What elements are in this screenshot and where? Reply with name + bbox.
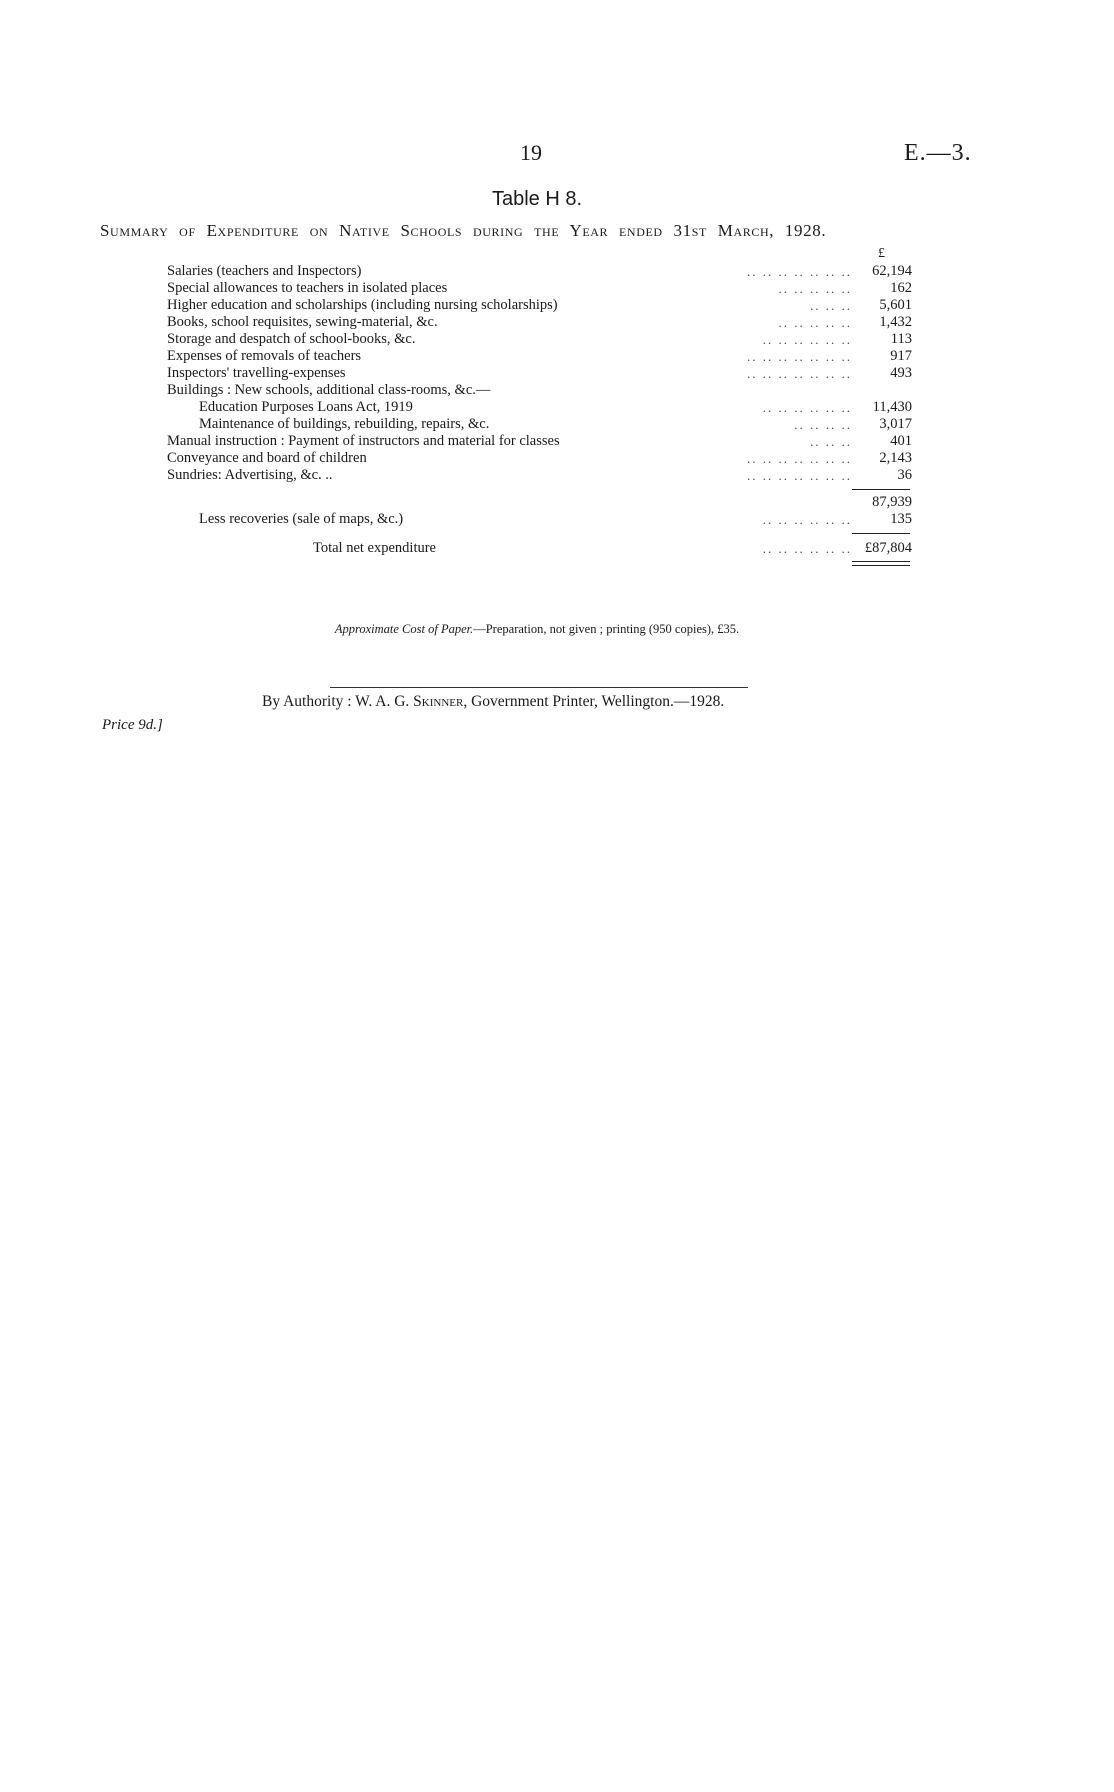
table-row: [167, 365, 912, 382]
price: Price 9d.]: [102, 717, 163, 733]
leader-dots: .. .. .. .. .. ..: [762, 400, 852, 415]
row-label: Conveyance and board of children: [167, 450, 367, 466]
row-amount: 11,430: [872, 399, 912, 415]
table-row: [167, 314, 912, 331]
table-row: [167, 416, 912, 433]
cost-note-heading: Approximate Cost of Paper.: [334, 622, 474, 636]
row-label: Salaries (teachers and Inspectors): [167, 263, 362, 279]
subtotal-rule: [852, 489, 910, 490]
page-number: 19: [520, 140, 542, 165]
table-row: [167, 467, 912, 484]
row-amount: 113: [890, 331, 912, 347]
row-label: Books, school requisites, sewing-material, &c.: [167, 314, 438, 330]
total-rule: [852, 533, 910, 534]
total-double-rule: [852, 561, 910, 566]
subtotal-amount: 87,939: [872, 494, 912, 510]
leader-dots: .. .. .. .. .. ..: [762, 541, 852, 556]
leader-dots: .. .. .. ..: [794, 417, 852, 432]
table-row: [167, 450, 912, 467]
leader-dots: .. .. .. .. .. .. ..: [747, 264, 852, 279]
row-label: Less recoveries (sale of maps, &c.): [199, 511, 404, 527]
row-amount: 135: [890, 511, 912, 527]
table-row: [167, 382, 912, 399]
table-row: [167, 433, 912, 450]
leader-dots: .. .. .. .. ..: [778, 281, 852, 296]
table-row: [167, 297, 912, 314]
row-amount: 3,017: [879, 416, 912, 432]
leader-dots: .. .. .. .. .. .. ..: [747, 468, 852, 483]
document-reference: E.—3.: [904, 140, 972, 166]
subtotal-row: [167, 494, 912, 511]
cost-of-paper-note: [0, 622, 1074, 637]
less-recoveries-row: [167, 511, 912, 528]
leader-dots: .. .. .. .. .. .. ..: [747, 349, 852, 364]
authority-suffix: , Government Printer, Wellington.—1928.: [463, 693, 725, 710]
row-amount: 36: [897, 467, 912, 483]
row-label: Manual instruction : Payment of instructors and material for classes: [167, 433, 560, 449]
row-amount: 493: [890, 365, 912, 381]
row-label: Higher education and scholarships (including nursing scholarships): [167, 297, 558, 313]
table-row: [167, 331, 912, 348]
leader-dots: .. .. .. .. .. ..: [762, 332, 852, 347]
row-label: Education Purposes Loans Act, 1919: [199, 399, 413, 415]
row-amount: 2,143: [879, 450, 912, 466]
leader-dots: .. .. ..: [810, 298, 852, 313]
total-amount: £87,804: [864, 540, 912, 556]
table-row: [167, 399, 912, 416]
table-row: [167, 280, 912, 297]
row-amount: 917: [890, 348, 912, 364]
row-label: Buildings : New schools, additional class-rooms, &c.—: [167, 382, 491, 398]
leader-dots: .. .. ..: [810, 434, 852, 449]
row-amount: 401: [890, 433, 912, 449]
row-label: Expenses of removals of teachers: [167, 348, 362, 364]
row-label: Special allowances to teachers in isolated places: [167, 280, 448, 296]
row-amount: 5,601: [879, 297, 912, 313]
table-row: [167, 348, 912, 365]
cost-note-text: —Preparation, not given ; printing (950 copies), £35.: [473, 622, 740, 636]
row-amount: 62,194: [872, 263, 912, 279]
printer-authority: [262, 693, 724, 711]
currency-label: £: [878, 246, 885, 261]
row-amount: 1,432: [879, 314, 912, 330]
row-label: Sundries: Advertising, &c. ..: [167, 467, 333, 483]
leader-dots: .. .. .. .. .. .. ..: [747, 366, 852, 381]
total-label: Total net expenditure: [313, 540, 436, 556]
table-row: [167, 263, 912, 280]
authority-rule: [330, 687, 748, 688]
total-row: [167, 540, 912, 557]
row-label: Inspectors' travelling-expenses: [167, 365, 346, 381]
leader-dots: .. .. .. .. .. .. ..: [747, 451, 852, 466]
summary-title: Summary of Expenditure on Native Schools during the Year ended 31st March, 1928.: [100, 221, 827, 240]
leader-dots: .. .. .. .. ..: [778, 315, 852, 330]
row-label: Storage and despatch of school-books, &c.: [167, 331, 416, 347]
leader-dots: .. .. .. .. .. ..: [762, 512, 852, 527]
printer-name: Skinner: [413, 693, 464, 710]
authority-prefix: By Authority : W. A. G.: [262, 693, 410, 710]
table-title: Table H 8.: [491, 188, 583, 210]
row-amount: 162: [890, 280, 912, 296]
row-label: Maintenance of buildings, rebuilding, repairs, &c.: [199, 416, 490, 432]
